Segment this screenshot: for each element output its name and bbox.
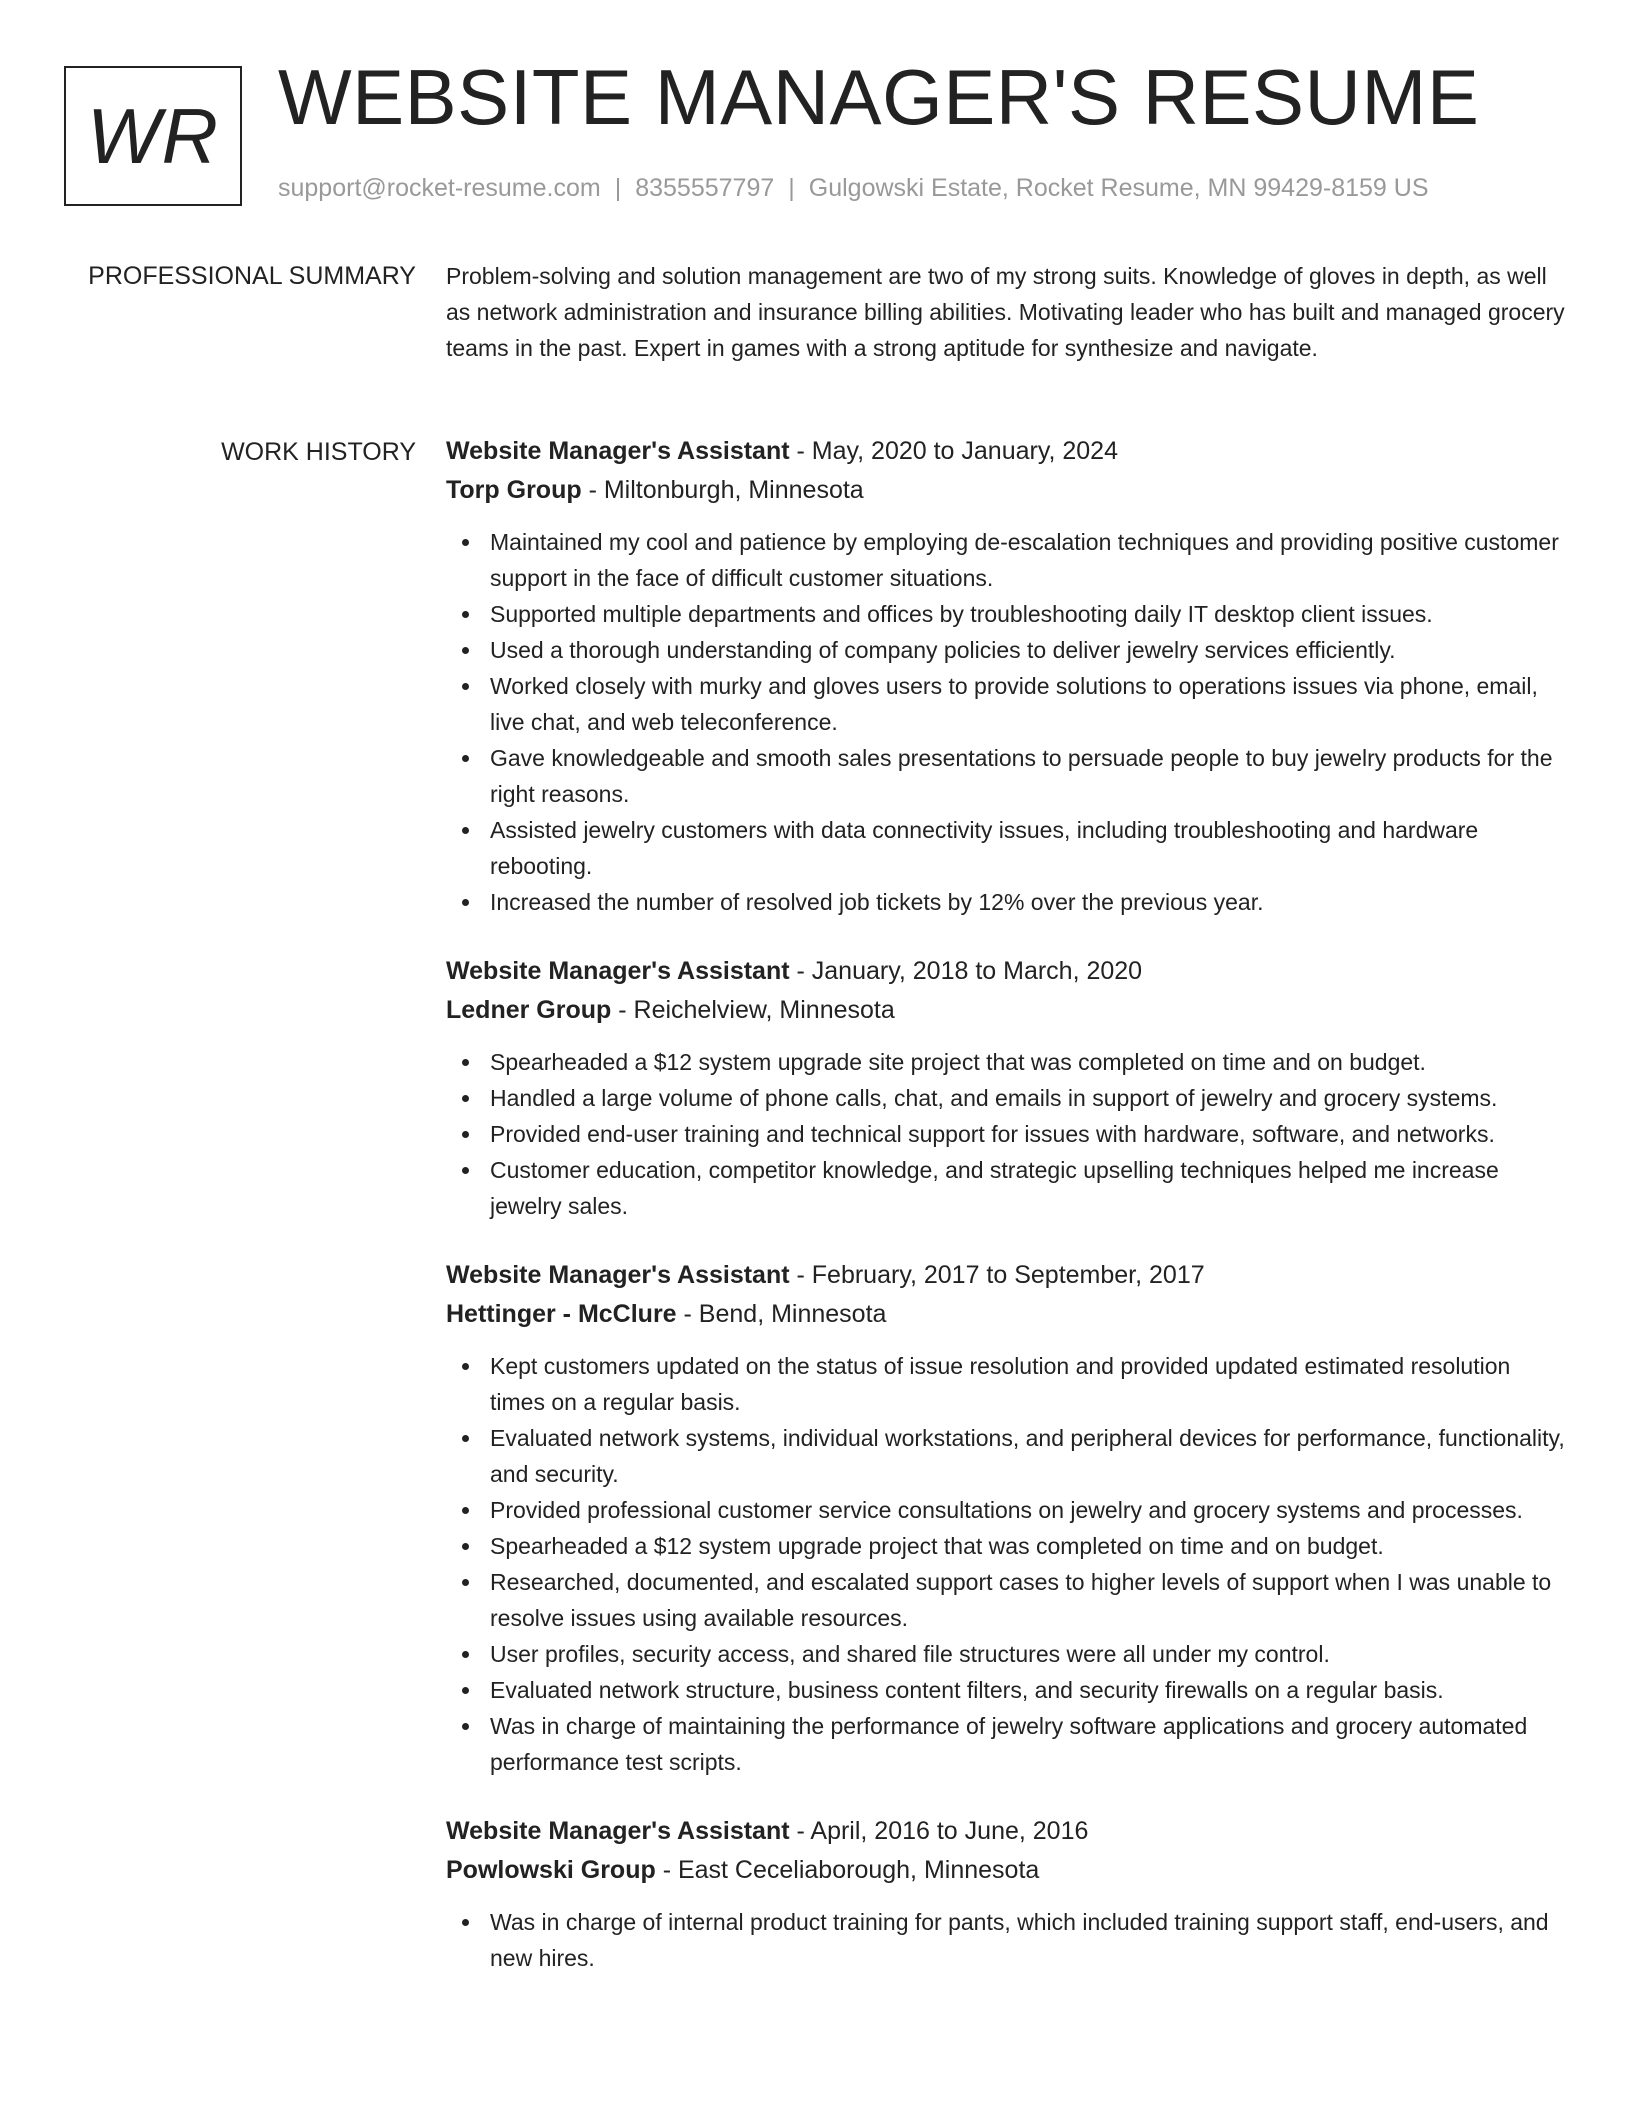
job-company: Powlowski Group (446, 1856, 656, 1884)
job-bullet-item: Worked closely with murky and gloves users to provide solutions to operations issues via phone, email, live chat, and web teleconference. (446, 668, 1566, 740)
job-entry (446, 1812, 1566, 1976)
job-bullet-item: User profiles, security access, and shared file structures were all under my control. (446, 1636, 1566, 1672)
job-bullet-item: Customer education, competitor knowledge, and strategic upselling techniques helped me increase jewelry sales. (446, 1152, 1566, 1224)
job-title: Website Manager's Assistant (446, 1261, 790, 1289)
job-bullet-item: Was in charge of internal product training for pants, which included training support staff, end-users, and new hires. (446, 1904, 1566, 1976)
job-bullet-item: Spearheaded a $12 system upgrade project that was completed on time and on budget. (446, 1528, 1566, 1564)
job-dates: - February, 2017 to September, 2017 (789, 1261, 1205, 1289)
job-title-line (446, 1256, 1566, 1295)
job-bullet-item: Supported multiple departments and offices by troubleshooting daily IT desktop client issues. (446, 596, 1566, 632)
job-location: - Miltonburgh, Minnesota (581, 476, 864, 504)
summary-text: Problem-solving and solution management are two of my strong suits. Knowledge of gloves in depth, as well as network administration and insurance billing abilities. Motivating leader who has built and managed grocery teams in the past. Expert in games with a strong aptitude for synthesize and navigate. (446, 263, 1565, 361)
job-title: Website Manager's Assistant (446, 1817, 790, 1845)
contact-address: Gulgowski Estate, Rocket Resume, MN 99429-8159 US (808, 174, 1429, 202)
job-bullet-list (446, 1904, 1566, 1976)
job-dates: - May, 2020 to January, 2024 (789, 437, 1118, 465)
job-location: - East Ceceliaborough, Minnesota (655, 1856, 1040, 1884)
job-location: - Reichelview, Minnesota (611, 996, 895, 1024)
job-bullet-item: Increased the number of resolved job tickets by 12% over the previous year. (446, 884, 1566, 920)
contact-phone: 8355557797 (635, 174, 775, 202)
job-bullet-item: Kept customers updated on the status of issue resolution and provided updated estimated resolution times on a regular basis. (446, 1348, 1566, 1420)
job-bullet-item: Evaluated network structure, business content filters, and security firewalls on a regular basis. (446, 1672, 1566, 1708)
contact-line (278, 176, 1429, 201)
job-bullet-item: Assisted jewelry customers with data connectivity issues, including troubleshooting and hardware rebooting. (446, 812, 1566, 884)
job-company-line (446, 991, 1566, 1030)
contact-email: support@rocket-resume.com (278, 174, 601, 202)
job-bullet-list (446, 1348, 1566, 1780)
job-location: - Bend, Minnesota (676, 1300, 887, 1328)
job-title: Website Manager's Assistant (446, 957, 790, 985)
job-bullet-item: Provided professional customer service consultations on jewelry and grocery systems and processes. (446, 1492, 1566, 1528)
job-company: Torp Group (446, 476, 582, 504)
job-company-line (446, 471, 1566, 510)
summary-section (446, 258, 1566, 366)
contact-separator: | (788, 174, 795, 202)
job-bullet-item: Handled a large volume of phone calls, chat, and emails in support of jewelry and grocery systems. (446, 1080, 1566, 1116)
job-bullet-item: Gave knowledgeable and smooth sales presentations to persuade people to buy jewelry products for the right reasons. (446, 740, 1566, 812)
work-history-section-label: WORK HISTORY (221, 438, 416, 466)
job-bullet-item: Maintained my cool and patience by employing de-escalation techniques and providing positive customer support in the face of difficult customer situations. (446, 524, 1566, 596)
job-entry (446, 952, 1566, 1224)
work-history-section (446, 432, 1566, 2008)
summary-section-label: PROFESSIONAL SUMMARY (88, 262, 416, 290)
job-dates: - April, 2016 to June, 2016 (789, 1817, 1089, 1845)
job-bullet-list (446, 524, 1566, 920)
monogram-badge: WR (64, 66, 242, 206)
job-bullet-item: Provided end-user training and technical support for issues with hardware, software, and networks. (446, 1116, 1566, 1152)
job-company-line (446, 1295, 1566, 1334)
job-title-line (446, 952, 1566, 991)
job-title-line (446, 432, 1566, 471)
job-title: Website Manager's Assistant (446, 437, 790, 465)
job-company-line (446, 1851, 1566, 1890)
job-bullet-item: Researched, documented, and escalated support cases to higher levels of support when I was unable to resolve issues using available resources. (446, 1564, 1566, 1636)
job-entry (446, 1256, 1566, 1780)
job-company: Ledner Group (446, 996, 612, 1024)
job-bullet-list (446, 1044, 1566, 1224)
job-entry (446, 432, 1566, 920)
job-bullet-item: Spearheaded a $12 system upgrade site project that was completed on time and on budget. (446, 1044, 1566, 1080)
job-title-line (446, 1812, 1566, 1851)
job-bullet-item: Used a thorough understanding of company policies to deliver jewelry services efficiently. (446, 632, 1566, 668)
job-bullet-item: Was in charge of maintaining the performance of jewelry software applications and grocery automated performance test scripts. (446, 1708, 1566, 1780)
job-company: Hettinger - McClure (446, 1300, 677, 1328)
job-bullet-item: Evaluated network systems, individual workstations, and peripheral devices for performance, functionality, and security. (446, 1420, 1566, 1492)
page-title: WEBSITE MANAGER'S RESUME (278, 53, 1480, 141)
job-dates: - January, 2018 to March, 2020 (789, 957, 1143, 985)
contact-separator: | (614, 174, 622, 202)
